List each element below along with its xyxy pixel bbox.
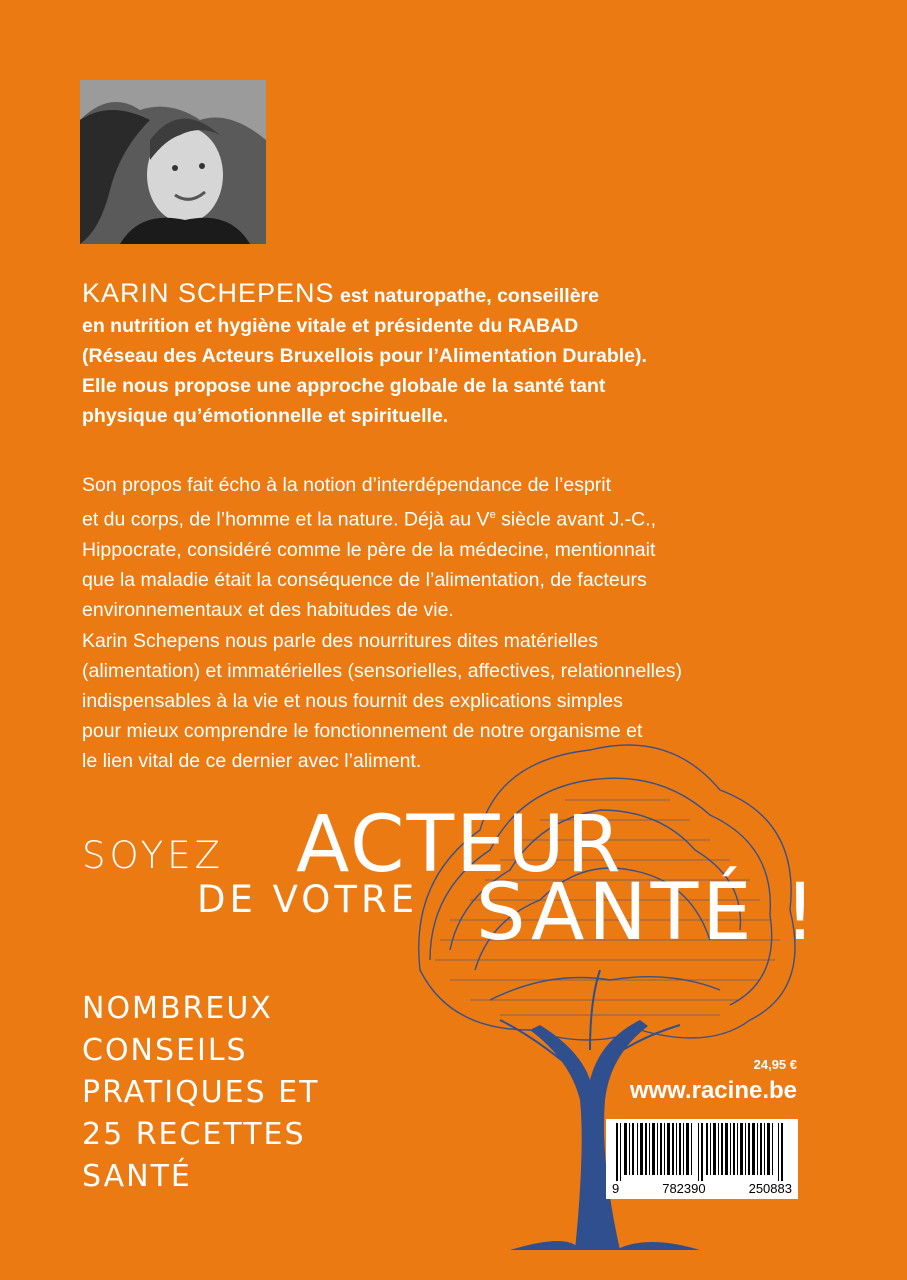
barcode-bars <box>606 1119 798 1181</box>
bio-line-3: (Réseau des Acteurs Bruxellois pour l’Alimentation Durable). <box>82 345 647 367</box>
price: 24,95 € <box>753 1057 797 1072</box>
slogan-acteur: ACTEUR <box>296 800 623 890</box>
p2-line-5: le lien vital de ce dernier avec l’aliment. <box>82 750 422 772</box>
p1-line-2 <box>82 500 842 535</box>
author-bio <box>82 278 842 431</box>
website-link[interactable]: www.racine.be <box>629 1077 797 1104</box>
author-photo <box>80 80 266 244</box>
bio-text-1: est naturopathe, conseillère <box>334 285 599 307</box>
paragraph-hippocrate <box>82 470 842 625</box>
conseils-line-5: SANTÉ <box>82 1159 192 1194</box>
conseils-line-4: 25 RECETTES <box>82 1117 306 1152</box>
barcode-digits-left: 782390 <box>662 1181 706 1196</box>
bio-line-1 <box>82 278 842 311</box>
slogan-de-votre: DE VOTRE <box>197 878 419 921</box>
p2-line-1: Karin Schepens nous parle des nourritures dites matérielles <box>82 630 598 652</box>
p1-line-1: Son propos fait écho à la notion d’interdépendance de l’esprit <box>82 474 612 496</box>
conseils-block <box>82 988 402 1198</box>
p1-line-4: que la maladie était la conséquence de l’alimentation, de facteurs <box>82 568 647 591</box>
p1-line-2b: siècle avant J.-C., <box>495 508 657 531</box>
bio-line-2: en nutrition et hygiène vitale et présidente du RABAD <box>82 315 579 337</box>
conseils-line-1: NOMBREUX <box>82 991 273 1026</box>
p2-line-3: indispensables à la vie et nous fournit des explications simples <box>82 690 623 712</box>
barcode-digit-prefix: 9 <box>612 1181 620 1196</box>
p1-line-2a: et du corps, de l’homme et la nature. Déjà au V <box>82 508 490 531</box>
p1-line-5: environnementaux et des habitudes de vie. <box>82 598 454 621</box>
barcode <box>606 1119 798 1199</box>
bio-line-5: physique qu’émotionnelle et spirituelle. <box>82 405 449 427</box>
p1-line-3: Hippocrate, considéré comme le père de la médecine, mentionnait <box>82 538 656 561</box>
p2-line-2: (alimentation) et immatérielles (sensorielles, affectives, relationnelles) <box>82 660 683 682</box>
author-name: KARIN SCHEPENS <box>82 278 335 308</box>
conseils-line-2: CONSEILS <box>82 1033 248 1068</box>
barcode-digits <box>612 1181 792 1196</box>
p1-superscript: e <box>489 509 496 521</box>
barcode-digits-right: 250883 <box>748 1181 792 1196</box>
bio-line-4: Elle nous propose une approche globale de la santé tant <box>82 375 606 397</box>
p2-line-4: pour mieux comprendre le fonctionnement de notre organisme et <box>82 720 643 742</box>
slogan-soyez: SOYEZ <box>82 834 224 877</box>
conseils-line-3: PRATIQUES ET <box>82 1075 320 1110</box>
slogan-sante: SANTÉ ! <box>476 868 820 958</box>
